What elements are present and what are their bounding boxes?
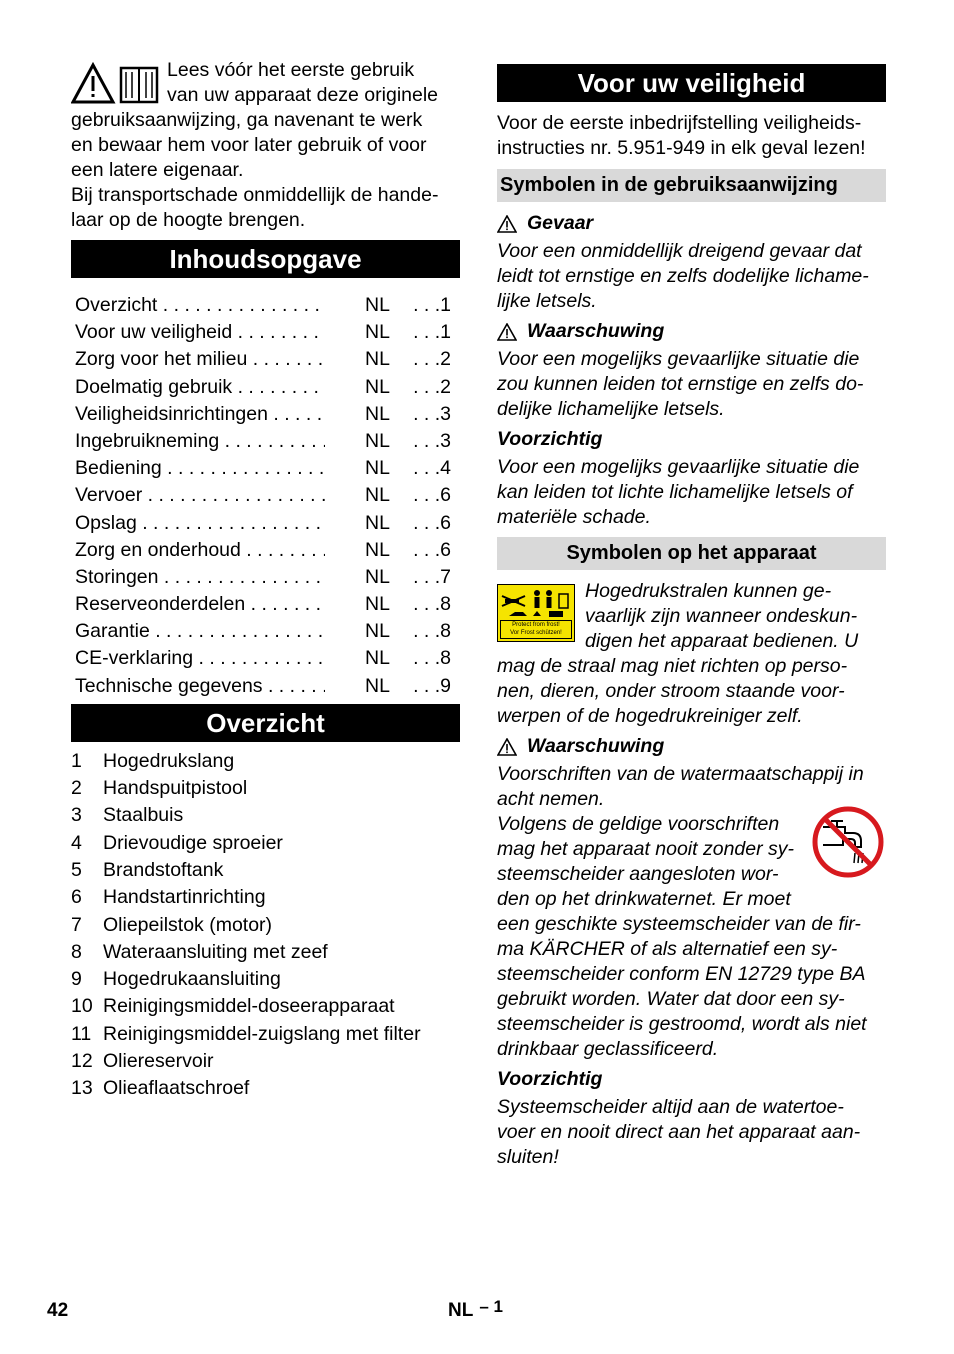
drink-line: mag het apparaat nooit zonder sy- (497, 838, 795, 860)
list-item (71, 857, 460, 884)
toc-entry-lang: NL (365, 565, 390, 588)
intro-line: gebruiksaanwijzing, ga navenant te werk (71, 109, 423, 131)
list-item-text: Reinigingsmiddel-zuigslang met filter (103, 1022, 421, 1045)
toc-entry-lang: NL (365, 294, 390, 316)
warning2-text (497, 762, 886, 1062)
intro-line: Bij transportschade onmiddellijk de hande- (71, 184, 439, 206)
drink-line: den op het drinkwaternet. Er moet (497, 888, 791, 910)
toc-row (71, 564, 460, 591)
jet-line: nen, dieren, onder stroom staande voor- (497, 680, 845, 702)
toc-row (71, 346, 460, 373)
symbols-device-heading: Symbolen op het apparaat (497, 537, 886, 570)
list-item (71, 748, 460, 775)
toc-entry-lang: NL (365, 429, 390, 452)
list-item-number: 13 (71, 1077, 93, 1100)
list-item-text: Olieaflaatschroef (103, 1077, 250, 1100)
list-item-number: 11 (71, 1022, 92, 1045)
warning-triangle-icon (497, 323, 517, 341)
list-item-text: Hogedrukaansluiting (103, 968, 281, 991)
toc-entry-lang: NL (365, 321, 390, 344)
list-item-number: 7 (71, 913, 82, 936)
list-item (71, 993, 460, 1020)
warning2-line: acht nemen. (497, 788, 605, 810)
footer-section-page: – 1 (479, 1297, 503, 1316)
toc-heading: Inhoudsopgave (71, 240, 460, 278)
toc-entry-page: . . .4 (413, 457, 451, 480)
toc-entry-title: Garantie . . . (75, 618, 325, 645)
list-item-number: 4 (71, 831, 82, 854)
toc-entry-lang: NL (365, 511, 390, 534)
list-item-number: 2 (71, 777, 82, 800)
list-item-text: Oliereservoir (103, 1050, 214, 1073)
toc-entry-title: Technische gegevens . . . (75, 673, 325, 700)
caution-line: Voor een mogelijks gevaarlijke situatie die (497, 456, 860, 478)
drink-line: steemscheider aangesloten wor- (497, 863, 779, 885)
toc-entry-title: Voor uw veiligheid . . . (75, 319, 325, 346)
overview-list (71, 748, 460, 1103)
toc-entry-page: . . .2 (413, 375, 451, 398)
toc-entry-page: . . .3 (413, 402, 451, 425)
warning2-line: Voorschriften van de watermaatschappij in (497, 763, 864, 785)
no-drinking-water-connection-icon (811, 805, 885, 879)
toc-entry-title: Zorg voor het milieu . . . (75, 346, 325, 373)
list-item (71, 966, 460, 993)
safety-intro-line: Voor de eerste inbedrijfstelling veiligheids- (497, 112, 862, 134)
warning-triangle-icon (497, 738, 517, 756)
list-item (71, 912, 460, 939)
toc-row (71, 428, 460, 455)
drink-line: ma KÄRCHER of als alternatief een sy- (497, 938, 838, 960)
list-item (71, 1075, 460, 1102)
intro-line: van uw apparaat deze originele (167, 84, 439, 106)
label-text-de: Vor Frost schützen! (510, 630, 562, 636)
list-item (71, 775, 460, 802)
intro-block (71, 58, 460, 233)
toc-entry-title: CE-verklaring . . . (75, 645, 325, 672)
toc-entry-page: . . .1 (413, 294, 451, 316)
drink-line: een geschikte systeemscheider van de fir- (497, 913, 861, 935)
toc-row (71, 455, 460, 482)
toc-row (71, 292, 460, 319)
list-item-number: 9 (71, 968, 82, 991)
footer-lang: NL (448, 1300, 474, 1321)
symbols-manual-heading: Symbolen in de gebruiksaanwijzing (497, 169, 886, 202)
caution-title (497, 427, 886, 452)
list-item-text: Oliepeilstok (motor) (103, 913, 273, 936)
toc-entry-page: . . .8 (413, 647, 451, 670)
intro-line: een latere eigenaar. (71, 159, 244, 181)
toc-entry-page: . . .3 (413, 429, 451, 452)
toc-entry-lang: NL (365, 647, 390, 670)
drink-line: Volgens de geldige voorschriften (497, 813, 780, 835)
list-item-text: Staalbuis (103, 804, 184, 827)
toc-entry-page: . . .9 (413, 674, 451, 697)
jet-line: digen het apparaat bedienen. U (585, 630, 859, 652)
toc-entry-title: Vervoer . . . (75, 482, 325, 509)
jet-line: Hogedrukstralen kunnen ge- (585, 580, 832, 602)
toc-entry-title: Bediening . . . (75, 455, 325, 482)
warning-title (497, 319, 886, 344)
toc-row (71, 591, 460, 618)
list-item-text: Wateraansluiting met zeef (103, 940, 328, 963)
warning-title-text: Waarschuwing (527, 320, 665, 342)
caution2-title-text: Voorzichtig (497, 1068, 603, 1090)
warning-line: zou kunnen leiden tot ernstige en zelfs do- (497, 373, 864, 395)
list-item (71, 1021, 460, 1048)
toc-entry-lang: NL (365, 375, 390, 398)
list-item (71, 939, 460, 966)
intro-line: en bewaar hem voor later gebruik of voor (71, 134, 427, 156)
caution2-line: voer en nooit direct aan het apparaat aan- (497, 1121, 861, 1143)
danger-line: Voor een onmiddellijk dreigend gevaar dat (497, 240, 862, 262)
list-item-text: Drievoudige sproeier (103, 831, 283, 854)
toc-entry-title: Ingebruikneming . . . (75, 428, 325, 455)
intro-line: Lees vóór het eerste gebruik (167, 59, 415, 81)
toc-row (71, 401, 460, 428)
toc-entry-lang: NL (365, 402, 390, 425)
toc-entry-title: Zorg en onderhoud . . . (75, 537, 325, 564)
toc-entry-page: . . .8 (413, 593, 451, 616)
toc-entry-title: Storingen . . . (75, 564, 325, 591)
toc-row (71, 537, 460, 564)
toc-row (71, 510, 460, 537)
jet-line: mag de straal mag niet richten op perso- (497, 655, 848, 677)
toc-entry-title: Opslag . . . (75, 510, 325, 537)
toc-row (71, 482, 460, 509)
safety-intro (497, 111, 886, 161)
toc-row (71, 618, 460, 645)
list-item (71, 830, 460, 857)
toc-entry-lang: NL (365, 538, 390, 561)
safety-intro-line: instructies nr. 5.951-949 in elk geval lezen! (497, 137, 866, 159)
list-item-text: Hogedrukslang (103, 749, 235, 772)
toc-entry-lang: NL (365, 348, 390, 371)
caution2-line: Systeemscheider altijd aan de watertoe- (497, 1096, 844, 1118)
list-item-number: 5 (71, 859, 82, 881)
danger-title-text: Gevaar (527, 212, 594, 234)
caution2-title (497, 1067, 886, 1092)
toc-entry-page: . . .6 (413, 511, 451, 534)
toc-entry-lang: NL (365, 484, 390, 507)
caution2-text (497, 1095, 886, 1170)
danger-title (497, 211, 886, 236)
warning-line: delijke lichamelijke letsels. (497, 398, 725, 420)
drink-line: gebruikt worden. Water dat door een sy- (497, 988, 845, 1010)
device-warning-label (497, 584, 575, 642)
page-number: 42 (47, 1300, 69, 1321)
toc-row (71, 374, 460, 401)
footer-section (448, 1298, 503, 1323)
list-item (71, 802, 460, 829)
toc-list (71, 292, 460, 700)
toc-entry-lang: NL (365, 593, 390, 616)
list-item (71, 1048, 460, 1075)
warning2-title-text: Waarschuwing (527, 735, 665, 757)
drink-line: steemscheider conform EN 12729 type BA (497, 963, 866, 985)
caution-line: kan leiden tot lichte lichamelijke letsels of (497, 481, 853, 503)
caution2-line: sluiten! (497, 1146, 559, 1168)
toc-entry-page: . . .1 (413, 321, 451, 344)
danger-line: leidt tot ernstige en zelfs dodelijke lichame- (497, 265, 869, 287)
toc-entry-page: . . .7 (413, 565, 451, 588)
toc-row (71, 319, 460, 346)
caution-text (497, 455, 886, 530)
high-pressure-jet-icon (499, 586, 574, 622)
toc-entry-lang: NL (365, 457, 390, 480)
jet-line: werpen of de hogedrukreiniger zelf. (497, 705, 803, 727)
caution-line: materiële schade. (497, 506, 651, 528)
toc-entry-lang: NL (365, 620, 390, 643)
toc-row (71, 673, 460, 700)
toc-entry-page: . . .6 (413, 538, 451, 561)
caution-title-text: Voorzichtig (497, 428, 603, 450)
label-text-en: Protect from frost! (512, 622, 560, 628)
danger-line: lijke letsels. (497, 290, 597, 312)
intro-line: laar op de hoogte brengen. (71, 209, 306, 231)
toc-entry-page: . . .8 (413, 620, 451, 643)
danger-text (497, 239, 886, 314)
list-item-number: 3 (71, 804, 82, 827)
toc-entry-title: Veiligheidsinrichtingen . . . (75, 401, 325, 428)
toc-entry-page: . . .6 (413, 484, 451, 507)
list-item-number: 1 (71, 749, 82, 772)
toc-row (71, 645, 460, 672)
warning-text (497, 347, 886, 422)
list-item-text: Reinigingsmiddel-doseerapparaat (103, 995, 395, 1018)
right-column (497, 64, 886, 1170)
list-item-text: Handspuitpistool (103, 777, 248, 800)
overview-heading: Overzicht (71, 704, 460, 742)
warning-and-manual-icon (71, 62, 161, 108)
list-item-number: 12 (71, 1050, 93, 1073)
safety-heading: Voor uw veiligheid (497, 64, 886, 102)
list-item (71, 884, 460, 911)
toc-entry-lang: NL (365, 674, 390, 697)
drink-line: steemscheider is gestroomd, wordt als niet (497, 1013, 867, 1035)
list-item-number: 8 (71, 940, 82, 963)
warning-triangle-icon (497, 215, 517, 233)
drink-line: drinkbaar geclassificeerd. (497, 1038, 719, 1060)
toc-entry-title: Reserveonderdelen . . . (75, 591, 325, 618)
warning2-title (497, 734, 886, 759)
jet-block (497, 579, 886, 729)
toc-entry-page: . . .2 (413, 348, 451, 371)
list-item-number: 10 (71, 995, 93, 1018)
toc-entry-title: Overzicht . . . (75, 292, 325, 319)
jet-line: vaarlijk zijn wanneer ondeskun- (585, 605, 858, 627)
toc-entry-title: Doelmatig gebruik . . . (75, 374, 325, 401)
list-item-text: Handstartinrichting (103, 886, 266, 909)
list-item-text: Brandstoftank (103, 859, 224, 881)
left-column (71, 58, 460, 1103)
warning-line: Voor een mogelijks gevaarlijke situatie die (497, 348, 860, 370)
list-item-number: 6 (71, 886, 82, 909)
